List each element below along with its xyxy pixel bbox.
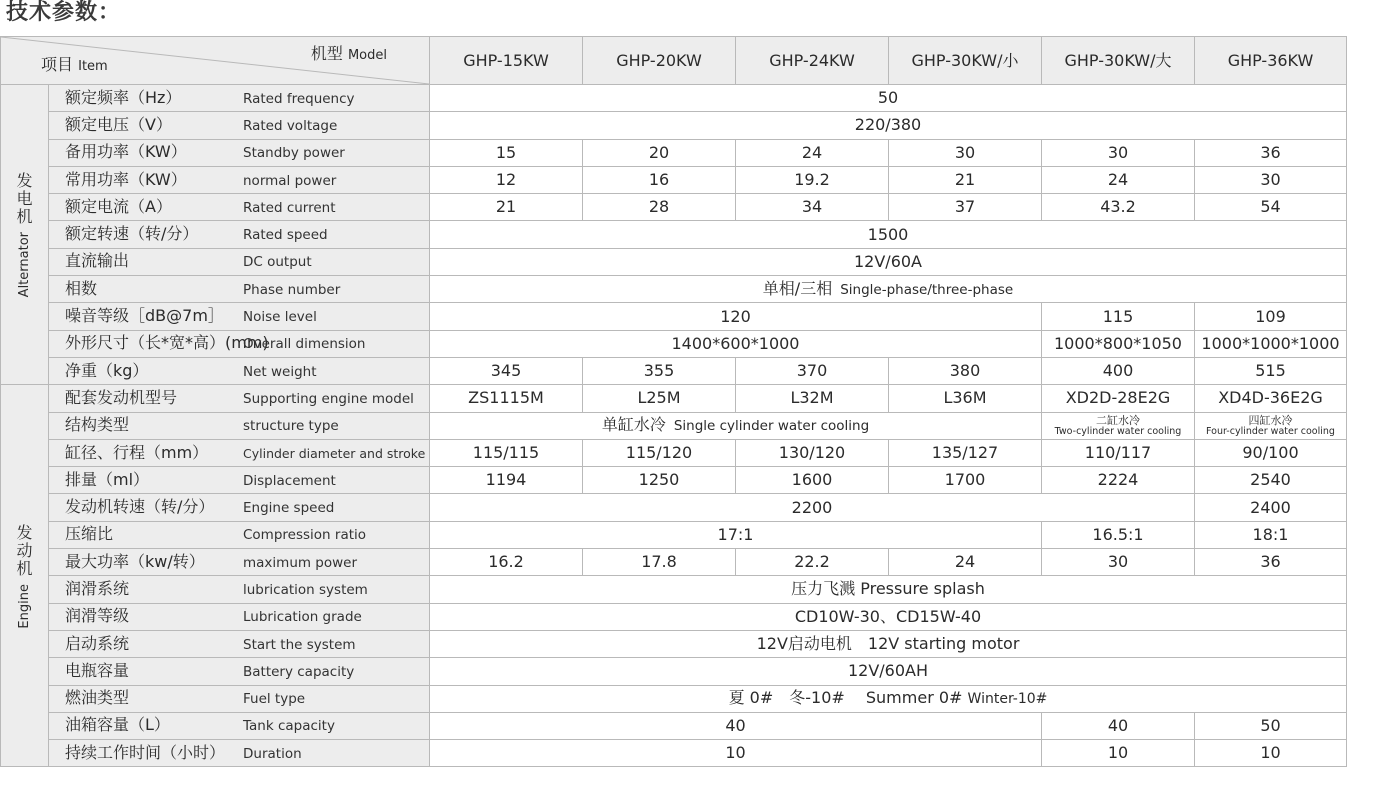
cell-value: 1000*1000*1000 — [1195, 330, 1347, 357]
cell-value: 1250 — [583, 467, 736, 494]
table-row — [1, 412, 1347, 439]
cell-value: 24 — [736, 139, 889, 166]
cell-value: ZS1115M — [430, 385, 583, 412]
table-row — [1, 112, 1347, 139]
cell-value: 16.5:1 — [1042, 521, 1195, 548]
table-row — [1, 494, 1347, 521]
spec-table — [0, 36, 1347, 767]
cell-value: 115/115 — [430, 439, 583, 466]
row-label: 直流输出 DC output — [49, 248, 430, 275]
group-label-en: Engine — [16, 583, 32, 629]
cell-value: 380 — [889, 357, 1042, 384]
row-label: 外形尺寸（长*宽*高）(mm)Overall dimension — [49, 330, 430, 357]
header-item-label: 项目 Item — [41, 55, 108, 74]
cell-value: 10 — [1195, 740, 1347, 767]
cell-value: 单相/三相 Single-phase/three-phase — [430, 276, 1347, 303]
cell-value: 1500 — [430, 221, 1347, 248]
cell-value: 1700 — [889, 467, 1042, 494]
table-row — [1, 603, 1347, 630]
cell-value: 夏 0# 冬-10# Summer 0# Winter-10# — [430, 685, 1347, 712]
cell-value: 12V/60A — [430, 248, 1347, 275]
row-label: 持续工作时间（小时） Duration — [49, 740, 430, 767]
cell-value: 115 — [1042, 303, 1195, 330]
table-row — [1, 740, 1347, 767]
model-header: GHP-30KW/小 — [889, 37, 1042, 85]
cell-value: 四缸水冷 Four-cylinder water cooling — [1195, 412, 1347, 439]
row-label: 额定转速（转/分） Rated speed — [49, 221, 430, 248]
cell-value: 135/127 — [889, 439, 1042, 466]
cell-value: 109 — [1195, 303, 1347, 330]
table-row — [1, 194, 1347, 221]
row-label: 备用功率（KW） Standby power — [49, 139, 430, 166]
table-row — [1, 248, 1347, 275]
cell-value: 12V启动电机 12V starting motor — [430, 630, 1347, 657]
cell-value: 二缸水冷 Two-cylinder water cooling — [1042, 412, 1195, 439]
row-label: 常用功率（KW） normal power — [49, 166, 430, 193]
cell-value: 1194 — [430, 467, 583, 494]
cell-value: 400 — [1042, 357, 1195, 384]
table-row — [1, 685, 1347, 712]
table-row — [1, 576, 1347, 603]
cell-value: 40 — [1042, 712, 1195, 739]
row-label: 净重（kg） Net weight — [49, 357, 430, 384]
row-label: 额定电压（V） Rated voltage — [49, 112, 430, 139]
cell-value: 345 — [430, 357, 583, 384]
cell-value: 120 — [430, 303, 1042, 330]
cell-value: 1400*600*1000 — [430, 330, 1042, 357]
table-row — [1, 221, 1347, 248]
cell-value: 2224 — [1042, 467, 1195, 494]
header-row — [1, 37, 1347, 85]
group-engine — [1, 385, 49, 767]
cell-value: 50 — [430, 85, 1347, 112]
group-label-cn: 发动机 — [16, 522, 33, 578]
row-label: 结构类型 structure type — [49, 412, 430, 439]
cell-value: 10 — [1042, 740, 1195, 767]
page-title: 技术参数： — [6, 0, 122, 25]
table-row — [1, 549, 1347, 576]
cell-value: 16 — [583, 166, 736, 193]
cell-value: 2400 — [1195, 494, 1347, 521]
table-row — [1, 357, 1347, 384]
row-label: 配套发动机型号 Supporting engine model — [49, 385, 430, 412]
row-label: 油箱容量（L） Tank capacity — [49, 712, 430, 739]
model-header: GHP-24KW — [736, 37, 889, 85]
row-label: 启动系统 Start the system — [49, 630, 430, 657]
group-label-en: Alternator — [16, 231, 32, 298]
cell-value: 19.2 — [736, 166, 889, 193]
cell-value: 54 — [1195, 194, 1347, 221]
cell-value: 1600 — [736, 467, 889, 494]
cell-value: 36 — [1195, 549, 1347, 576]
row-label: 润滑等级 Lubrication grade — [49, 603, 430, 630]
cell-value: 115/120 — [583, 439, 736, 466]
table-row — [1, 658, 1347, 685]
table-row — [1, 166, 1347, 193]
cell-value: 36 — [1195, 139, 1347, 166]
cell-value: 21 — [430, 194, 583, 221]
row-label: 燃油类型 Fuel type — [49, 685, 430, 712]
cell-value: 50 — [1195, 712, 1347, 739]
cell-value: 37 — [889, 194, 1042, 221]
row-label: 压缩比 Compression ratio — [49, 521, 430, 548]
header-model-label: 机型 Model — [310, 44, 387, 63]
cell-value: L32M — [736, 385, 889, 412]
cell-value: 30 — [1195, 166, 1347, 193]
cell-value: 515 — [1195, 357, 1347, 384]
cell-value: 15 — [430, 139, 583, 166]
cell-value: XD4D-36E2G — [1195, 385, 1347, 412]
cell-value: 2540 — [1195, 467, 1347, 494]
cell-value: 355 — [583, 357, 736, 384]
cell-value: 18:1 — [1195, 521, 1347, 548]
table-row — [1, 85, 1347, 112]
cell-value: 43.2 — [1042, 194, 1195, 221]
cell-value: 24 — [1042, 166, 1195, 193]
cell-value: 16.2 — [430, 549, 583, 576]
cell-value: 17.8 — [583, 549, 736, 576]
cell-value: 110/117 — [1042, 439, 1195, 466]
cell-value: 40 — [430, 712, 1042, 739]
table-row — [1, 630, 1347, 657]
table-row — [1, 303, 1347, 330]
cell-value: 12 — [430, 166, 583, 193]
cell-value: 单缸水冷 Single cylinder water cooling — [430, 412, 1042, 439]
model-header: GHP-30KW/大 — [1042, 37, 1195, 85]
cell-value: 17:1 — [430, 521, 1042, 548]
table-row — [1, 139, 1347, 166]
cell-value: 2200 — [430, 494, 1195, 521]
cell-value: 90/100 — [1195, 439, 1347, 466]
table-row — [1, 467, 1347, 494]
cell-value: L36M — [889, 385, 1042, 412]
row-label: 电瓶容量 Battery capacity — [49, 658, 430, 685]
corner-header-cell — [1, 37, 430, 85]
cell-value: 28 — [583, 194, 736, 221]
row-label: 额定频率（Hz） Rated frequency — [49, 85, 430, 112]
table-row — [1, 330, 1347, 357]
cell-value: 20 — [583, 139, 736, 166]
cell-value: 22.2 — [736, 549, 889, 576]
row-label: 润滑系统 lubrication system — [49, 576, 430, 603]
row-label: 噪音等级［dB@7m］ Noise level — [49, 303, 430, 330]
table-row — [1, 521, 1347, 548]
cell-value: 34 — [736, 194, 889, 221]
cell-value: 220/380 — [430, 112, 1347, 139]
cell-value: CD10W-30、CD15W-40 — [430, 603, 1347, 630]
model-header: GHP-20KW — [583, 37, 736, 85]
row-label: 额定电流（A） Rated current — [49, 194, 430, 221]
group-label-cn: 发电机 — [16, 170, 33, 226]
cell-value: 1000*800*1050 — [1042, 330, 1195, 357]
cell-value: 30 — [889, 139, 1042, 166]
table-row — [1, 712, 1347, 739]
row-label: 发动机转速（转/分） Engine speed — [49, 494, 430, 521]
row-label: 排量（ml） Displacement — [49, 467, 430, 494]
table-row — [1, 276, 1347, 303]
table-row — [1, 385, 1347, 412]
row-label: 缸径、行程（mm） Cylinder diameter and stroke — [49, 439, 430, 466]
model-header: GHP-36KW — [1195, 37, 1347, 85]
cell-value: L25M — [583, 385, 736, 412]
cell-value: 压力飞溅 Pressure splash — [430, 576, 1347, 603]
cell-value: XD2D-28E2G — [1042, 385, 1195, 412]
cell-value: 30 — [1042, 549, 1195, 576]
model-header: GHP-15KW — [430, 37, 583, 85]
row-label: 最大功率（kw/转） maximum power — [49, 549, 430, 576]
table-row — [1, 439, 1347, 466]
cell-value: 12V/60AH — [430, 658, 1347, 685]
cell-value: 21 — [889, 166, 1042, 193]
cell-value: 10 — [430, 740, 1042, 767]
cell-value: 130/120 — [736, 439, 889, 466]
cell-value: 30 — [1042, 139, 1195, 166]
group-alternator — [1, 85, 49, 385]
cell-value: 24 — [889, 549, 1042, 576]
row-label: 相数 Phase number — [49, 276, 430, 303]
cell-value: 370 — [736, 357, 889, 384]
